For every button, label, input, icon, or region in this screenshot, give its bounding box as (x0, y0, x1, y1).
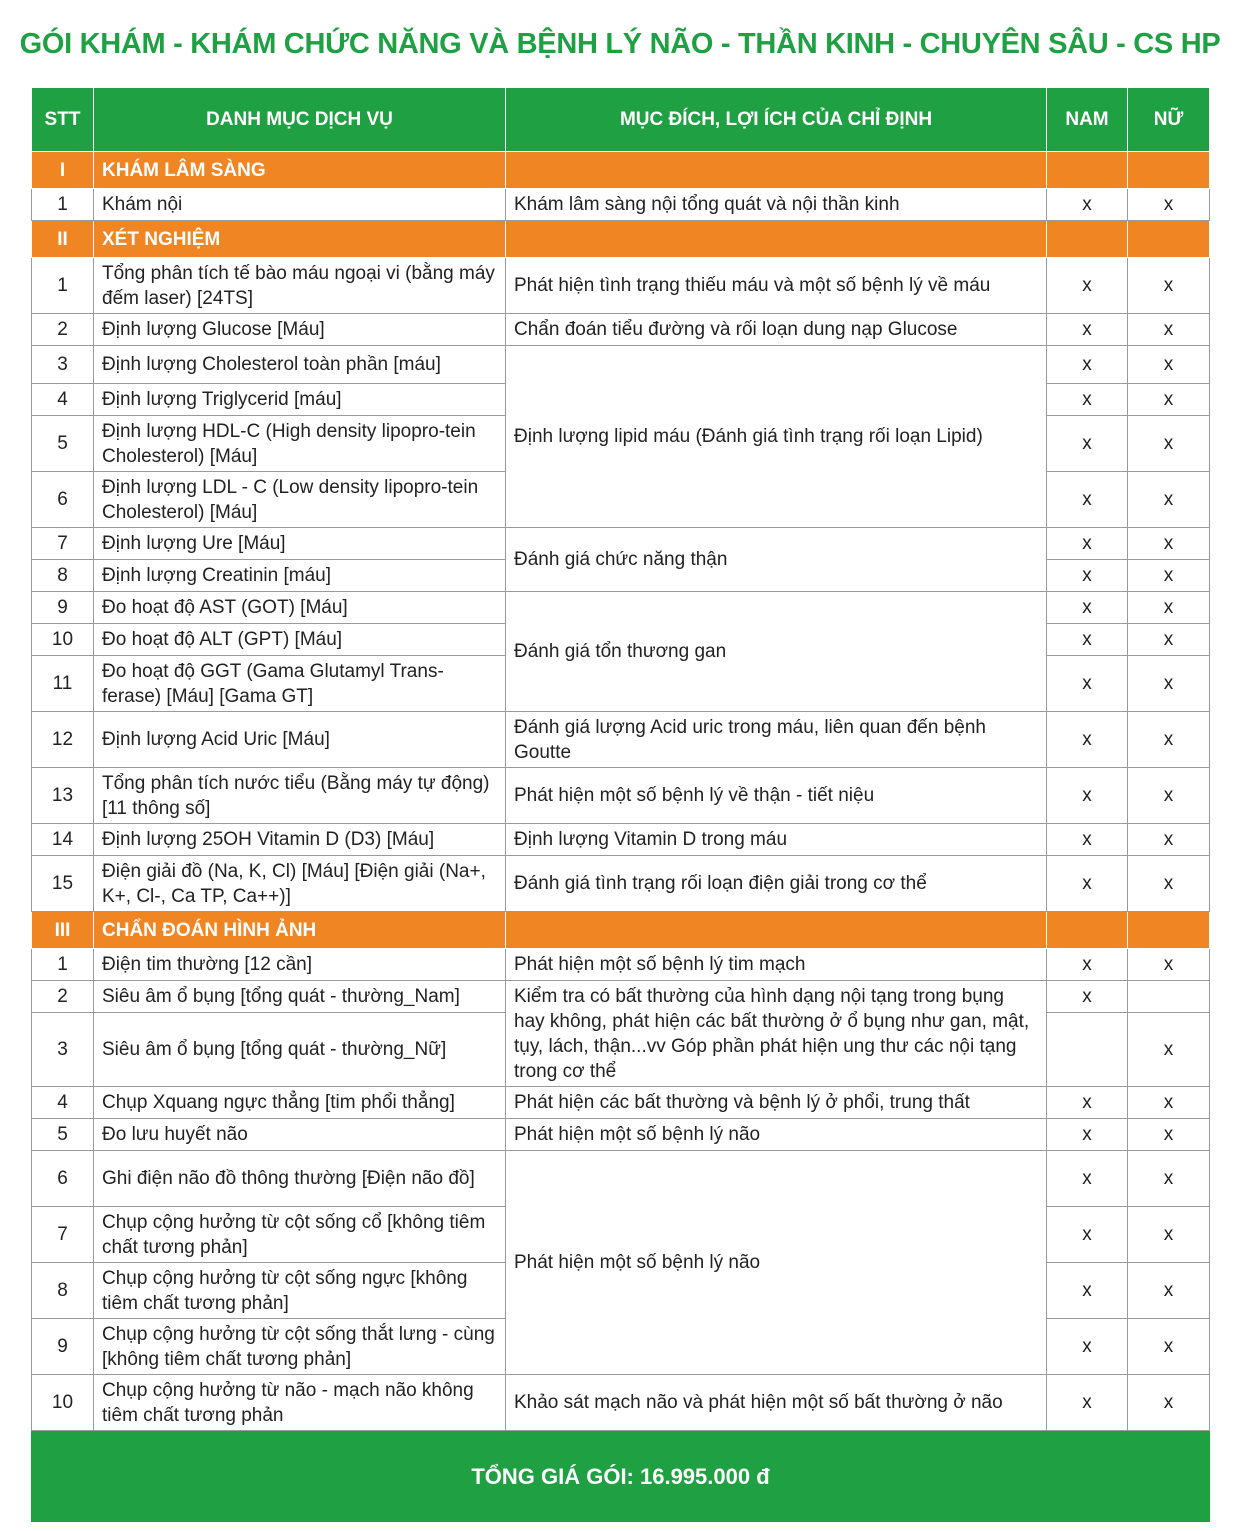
row-female: x (1128, 560, 1210, 592)
row-female: x (1128, 712, 1210, 768)
row-service: Định lượng Ure [Máu] (94, 528, 506, 560)
row-female: x (1128, 384, 1210, 416)
row-male: x (1047, 258, 1128, 314)
row-male: x (1047, 624, 1128, 656)
row-male: x (1047, 1375, 1128, 1431)
row-male: x (1047, 824, 1128, 856)
row-female: x (1128, 1319, 1210, 1375)
row-male: x (1047, 712, 1128, 768)
row-stt: 12 (32, 712, 94, 768)
table-row (32, 981, 1210, 1013)
header-purpose: MỤC ĐÍCH, LỢI ÍCH CỦA CHỈ ĐỊNH (506, 88, 1047, 152)
table-row (32, 1151, 1210, 1207)
row-stt: 1 (32, 189, 94, 221)
row-male: x (1047, 656, 1128, 712)
row-service: Đo hoạt độ AST (GOT) [Máu] (94, 592, 506, 624)
table-row (32, 1119, 1210, 1151)
row-male: x (1047, 1319, 1128, 1375)
service-table (31, 87, 1210, 1522)
row-service: Chụp Xquang ngực thẳng [tim phổi thẳng] (94, 1087, 506, 1119)
row-purpose: Đánh giá lượng Acid uric trong máu, liên quan đến bệnh Goutte (506, 712, 1047, 768)
row-stt: 8 (32, 560, 94, 592)
row-stt: 10 (32, 624, 94, 656)
row-service: Chụp cộng hưởng từ cột sống cổ [không tiêm chất tương phản] (94, 1207, 506, 1263)
row-female: x (1128, 1013, 1210, 1087)
row-service: Định lượng Triglycerid [máu] (94, 384, 506, 416)
row-male: x (1047, 1119, 1128, 1151)
header-female: NỮ (1128, 88, 1210, 152)
row-service: Định lượng Creatinin [máu] (94, 560, 506, 592)
row-female: x (1128, 1207, 1210, 1263)
row-male: x (1047, 472, 1128, 528)
row-female: x (1128, 1263, 1210, 1319)
header-service: DANH MỤC DỊCH VỤ (94, 88, 506, 152)
row-purpose: Kiểm tra có bất thường của hình dạng nội tạng trong bụng hay không, phát hiện các bất thường ở ổ bụng như gan, mật, tụy, lách, thận...vv Góp phần phát hiện ung thư các nội tạng trong cơ thể (506, 981, 1047, 1087)
row-stt: 15 (32, 856, 94, 912)
table-row (32, 768, 1210, 824)
row-purpose: Đánh giá tổn thương gan (506, 592, 1047, 712)
header-male: NAM (1047, 88, 1128, 152)
row-service: Định lượng Acid Uric [Máu] (94, 712, 506, 768)
row-stt: 8 (32, 1263, 94, 1319)
row-male: x (1047, 1263, 1128, 1319)
row-stt: 3 (32, 346, 94, 384)
row-male: x (1047, 384, 1128, 416)
row-purpose: Định lượng Vitamin D trong máu (506, 824, 1047, 856)
row-purpose: Đánh giá tình trạng rối loạn điện giải trong cơ thể (506, 856, 1047, 912)
row-purpose: Phát hiện tình trạng thiếu máu và một số bệnh lý về máu (506, 258, 1047, 314)
row-stt: 13 (32, 768, 94, 824)
row-male (1047, 1013, 1128, 1087)
section-name: CHẨN ĐOÁN HÌNH ẢNH (94, 912, 506, 949)
row-male: x (1047, 981, 1128, 1013)
row-stt: 4 (32, 384, 94, 416)
row-purpose: Khảo sát mạch não và phát hiện một số bất thường ở não (506, 1375, 1047, 1431)
row-service: Định lượng Cholesterol toàn phần [máu] (94, 346, 506, 384)
row-service: Định lượng HDL-C (High density lipopro-tein Cholesterol) [Máu] (94, 416, 506, 472)
row-female: x (1128, 768, 1210, 824)
table-row (32, 1375, 1210, 1431)
table-row (32, 314, 1210, 346)
row-female: x (1128, 472, 1210, 528)
row-female: x (1128, 1087, 1210, 1119)
section-name: KHÁM LÂM SÀNG (94, 152, 506, 189)
row-service: Điện giải đồ (Na, K, Cl) [Máu] [Điện giải (Na+, K+, Cl-, Ca TP, Ca++)] (94, 856, 506, 912)
row-stt: 9 (32, 592, 94, 624)
row-stt: 2 (32, 981, 94, 1013)
section-header-row (32, 912, 1210, 949)
row-purpose: Khám lâm sàng nội tổng quát và nội thần kinh (506, 189, 1047, 221)
header-stt: STT (32, 88, 94, 152)
table-row (32, 1087, 1210, 1119)
row-male: x (1047, 189, 1128, 221)
table-row (32, 824, 1210, 856)
row-purpose: Phát hiện một số bệnh lý tim mạch (506, 949, 1047, 981)
row-service: Định lượng Glucose [Máu] (94, 314, 506, 346)
row-female: x (1128, 189, 1210, 221)
row-service: Khám nội (94, 189, 506, 221)
row-service: Định lượng 25OH Vitamin D (D3) [Máu] (94, 824, 506, 856)
row-stt: 14 (32, 824, 94, 856)
row-service: Siêu âm ổ bụng [tổng quát - thường_Nam] (94, 981, 506, 1013)
table-row (32, 592, 1210, 624)
row-purpose: Chẩn đoán tiểu đường và rối loạn dung nạp Glucose (506, 314, 1047, 346)
row-stt: 7 (32, 1207, 94, 1263)
row-stt: 2 (32, 314, 94, 346)
row-stt: 11 (32, 656, 94, 712)
row-female: x (1128, 624, 1210, 656)
row-stt: 9 (32, 1319, 94, 1375)
row-service: Ghi điện não đồ thông thường [Điện não đồ] (94, 1151, 506, 1207)
section-number: II (32, 221, 94, 258)
row-female: x (1128, 856, 1210, 912)
row-service: Điện tim thường [12 cần] (94, 949, 506, 981)
row-service: Chụp cộng hưởng từ cột sống thắt lưng - cùng [không tiêm chất tương phản] (94, 1319, 506, 1375)
row-female: x (1128, 1151, 1210, 1207)
table-row (32, 949, 1210, 981)
section-header-row (32, 221, 1210, 258)
row-stt: 6 (32, 472, 94, 528)
row-female: x (1128, 416, 1210, 472)
row-female: x (1128, 656, 1210, 712)
row-service: Siêu âm ổ bụng [tổng quát - thường_Nữ] (94, 1013, 506, 1087)
row-male: x (1047, 1207, 1128, 1263)
row-male: x (1047, 768, 1128, 824)
row-male: x (1047, 1151, 1128, 1207)
section-header-row (32, 152, 1210, 189)
total-row (32, 1431, 1210, 1522)
row-purpose: Đánh giá chức năng thận (506, 528, 1047, 592)
row-service: Tổng phân tích nước tiểu (Bằng máy tự động) [11 thông số] (94, 768, 506, 824)
row-service: Chụp cộng hưởng từ não - mạch não không tiêm chất tương phản (94, 1375, 506, 1431)
row-stt: 6 (32, 1151, 94, 1207)
row-stt: 10 (32, 1375, 94, 1431)
row-male: x (1047, 856, 1128, 912)
row-female: x (1128, 346, 1210, 384)
row-stt: 7 (32, 528, 94, 560)
row-purpose: Định lượng lipid máu (Đánh giá tình trạng rối loạn Lipid) (506, 346, 1047, 528)
row-male: x (1047, 528, 1128, 560)
page-title: GÓI KHÁM - KHÁM CHỨC NĂNG VÀ BỆNH LÝ NÃO - THẦN KINH - CHUYÊN SÂU - CS HP (19, 28, 1221, 60)
row-male: x (1047, 592, 1128, 624)
row-female: x (1128, 1375, 1210, 1431)
section-number: III (32, 912, 94, 949)
row-purpose: Phát hiện một số bệnh lý về thận - tiết niệu (506, 768, 1047, 824)
row-male: x (1047, 314, 1128, 346)
row-purpose: Phát hiện một số bệnh lý não (506, 1119, 1047, 1151)
row-stt: 1 (32, 258, 94, 314)
section-number: I (32, 152, 94, 189)
row-service: Chụp cộng hưởng từ cột sống ngực [không tiêm chất tương phản] (94, 1263, 506, 1319)
table-row (32, 189, 1210, 221)
row-service: Đo hoạt độ ALT (GPT) [Máu] (94, 624, 506, 656)
row-purpose: Phát hiện các bất thường và bệnh lý ở phổi, trung thất (506, 1087, 1047, 1119)
row-stt: 3 (32, 1013, 94, 1087)
row-service: Đo hoạt độ GGT (Gama Glutamyl Trans-ferase) [Máu] [Gama GT] (94, 656, 506, 712)
table-row (32, 346, 1210, 384)
row-stt: 4 (32, 1087, 94, 1119)
row-female: x (1128, 258, 1210, 314)
row-female: x (1128, 1119, 1210, 1151)
row-stt: 5 (32, 416, 94, 472)
row-male: x (1047, 346, 1128, 384)
row-female: x (1128, 592, 1210, 624)
table-row (32, 258, 1210, 314)
row-male: x (1047, 1087, 1128, 1119)
section-name: XÉT NGHIỆM (94, 221, 506, 258)
row-female: x (1128, 528, 1210, 560)
row-stt: 5 (32, 1119, 94, 1151)
table-row (32, 528, 1210, 560)
row-male: x (1047, 416, 1128, 472)
row-female: x (1128, 949, 1210, 981)
table-row (32, 856, 1210, 912)
row-service: Đo lưu huyết não (94, 1119, 506, 1151)
row-female: x (1128, 314, 1210, 346)
row-stt: 1 (32, 949, 94, 981)
row-service: Định lượng LDL - C (Low density lipopro-tein Cholesterol) [Máu] (94, 472, 506, 528)
table-header-row (32, 88, 1210, 152)
table-row (32, 712, 1210, 768)
row-female (1128, 981, 1210, 1013)
row-female: x (1128, 824, 1210, 856)
row-service: Tổng phân tích tế bào máu ngoại vi (bằng máy đếm laser) [24TS] (94, 258, 506, 314)
total-price: TỔNG GIÁ GÓI: 16.995.000 đ (32, 1431, 1210, 1522)
row-purpose: Phát hiện một số bệnh lý não (506, 1151, 1047, 1375)
row-male: x (1047, 949, 1128, 981)
row-male: x (1047, 560, 1128, 592)
